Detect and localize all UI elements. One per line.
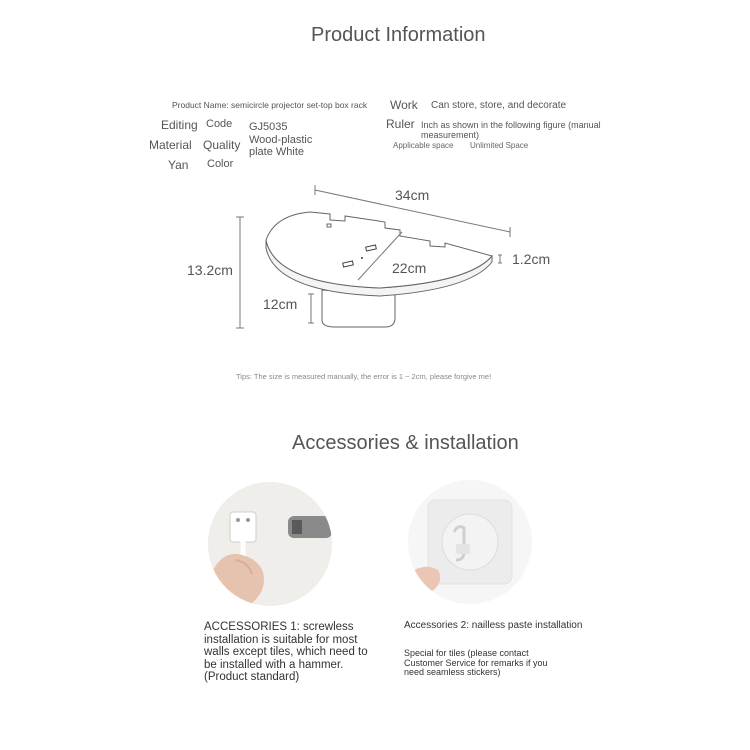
editing-label: Editing xyxy=(161,118,198,132)
space-label: Applicable space xyxy=(393,141,454,150)
accessory1-photo xyxy=(208,482,332,606)
work-label: Work xyxy=(390,98,418,112)
color-label: Color xyxy=(207,158,234,170)
accessory2-note: Special for tiles (please contact Customer Service for remarks if you need seamless stickers) xyxy=(404,648,548,677)
code-label: Code xyxy=(206,118,233,130)
accessory2-photo xyxy=(408,480,532,604)
yan-label: Yan xyxy=(168,158,189,172)
height-label: 13.2cm xyxy=(187,262,233,278)
space-value: Unlimited Space xyxy=(470,141,529,150)
material-value: Wood-plastic plate White xyxy=(249,134,313,158)
thickness-label: 1.2cm xyxy=(512,251,551,267)
width-label: 34cm xyxy=(395,187,430,203)
accessory2-title: Accessories 2: nailless paste installation xyxy=(404,620,583,631)
code-value: GJ5035 xyxy=(249,121,288,133)
quality-label: Quality xyxy=(203,138,241,152)
tips-text: Tips: The size is measured manually, the error is 1 ~ 2cm, please forgive me! xyxy=(236,372,492,381)
ruler-label: Ruler xyxy=(386,117,415,131)
material-label: Material xyxy=(149,138,192,152)
work-value: Can store, store, and decorate xyxy=(431,100,567,111)
ruler-value: Inch as shown in the following figure (manual measurement) xyxy=(421,120,601,140)
product-name: Product Name: semicircle projector set-top box rack xyxy=(172,100,368,110)
depth-label: 22cm xyxy=(392,260,427,276)
accessory1-caption: ACCESSORIES 1: screwless installation is suitable for most walls except tiles, which need to be installed with a hammer. (Product standard) xyxy=(204,621,368,683)
bracket-label: 12cm xyxy=(263,296,298,312)
page-title: Product Information xyxy=(311,24,486,46)
section-title-accessories: Accessories & installation xyxy=(292,432,519,454)
